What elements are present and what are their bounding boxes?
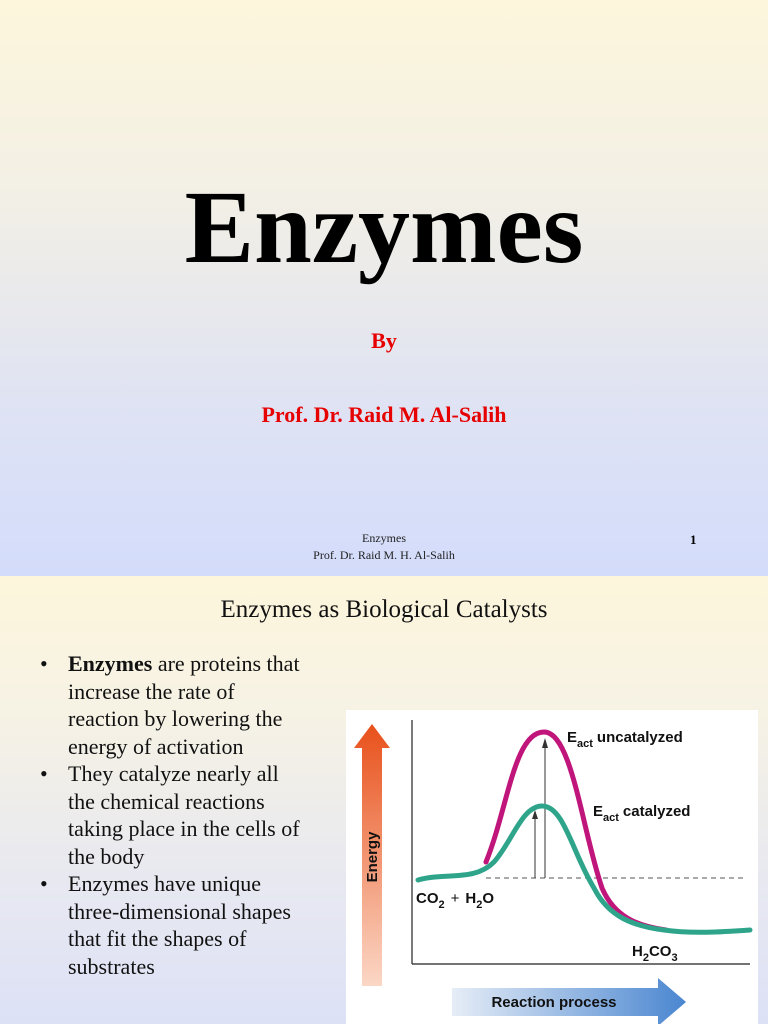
uncatalyzed-text: uncatalyzed (596, 729, 683, 746)
eact-subscript: act (603, 812, 619, 824)
bullet-marker: • (40, 871, 48, 896)
content-slide (0, 576, 768, 1024)
bullet-item (40, 870, 310, 980)
h-symbol: H (632, 943, 643, 960)
o-symbol: O (482, 890, 495, 907)
uncatalyzed-eact-arrowhead (542, 738, 548, 748)
reactants-label (416, 890, 494, 911)
catalyzed-text: catalyzed (622, 803, 691, 820)
footer-author: Prof. Dr. Raid M. H. Al-Salih (313, 548, 455, 562)
co-symbol: CO (416, 890, 439, 907)
eact-symbol: E (593, 803, 604, 820)
h-subscript: 2 (476, 899, 483, 911)
uncatalyzed-label (567, 729, 683, 750)
catalyzed-label (593, 803, 690, 824)
h-symbol: H (465, 890, 477, 907)
energy-diagram (346, 710, 758, 1024)
co-subscript: 3 (671, 952, 678, 964)
h-subscript: 2 (642, 952, 649, 964)
bullet-text: Enzymes have unique three-dimensional shapes that fit the shapes of substrates (68, 871, 291, 979)
bullet-item (40, 760, 310, 870)
footer-title: Enzymes (362, 531, 406, 545)
energy-axis-label: Energy (364, 831, 381, 883)
bullet-marker: • (40, 651, 48, 676)
bullet-text: They catalyze nearly all the chemical reactions taking place in the cells of the body (68, 761, 300, 869)
bullet-bold: Enzymes (68, 651, 153, 676)
bullet-text: are proteins that increase the rate of reaction by lowering the energy of activation (68, 651, 300, 759)
energy-diagram-svg (346, 710, 758, 1024)
bullet-list (40, 650, 310, 980)
eact-symbol: E (567, 729, 578, 746)
author-name: Prof. Dr. Raid M. Al-Salih (261, 402, 507, 427)
plus-sign: + (450, 890, 460, 907)
co-symbol: CO (648, 943, 672, 960)
product-label (632, 943, 678, 964)
by-label: By (371, 328, 397, 353)
bullet-marker: • (40, 761, 48, 786)
co-subscript: 2 (438, 899, 445, 911)
content-slide-title: Enzymes as Biological Catalysts (220, 596, 548, 623)
eact-subscript: act (577, 738, 593, 750)
reaction-process-label: Reaction process (491, 994, 617, 1011)
bullet-item (40, 650, 310, 760)
page-number: 1 (690, 532, 697, 547)
slide-title: Enzymes (184, 170, 584, 285)
slide-footer (0, 530, 768, 564)
